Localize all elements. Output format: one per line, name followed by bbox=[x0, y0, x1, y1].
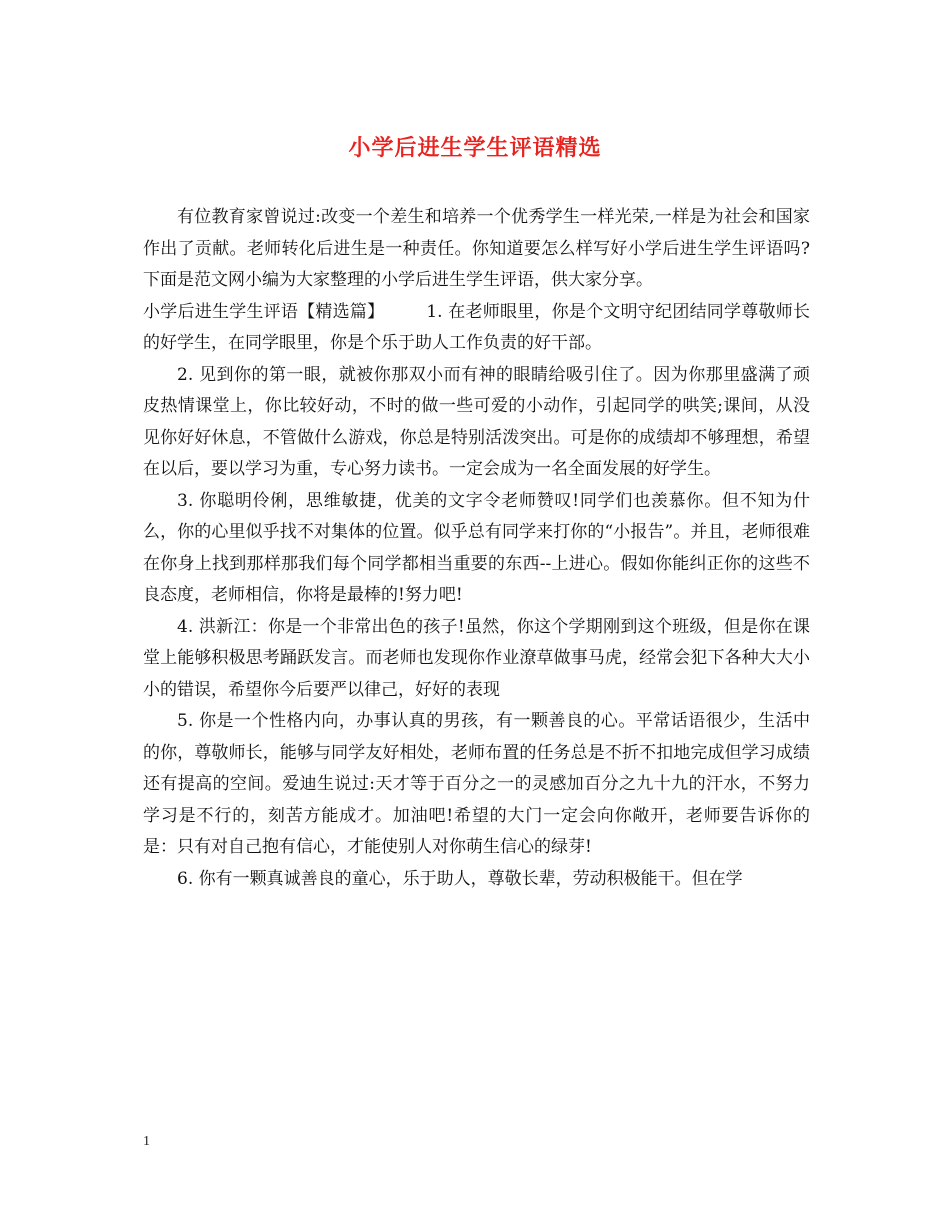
section-heading: 小学后进生学生评语【精选篇】 bbox=[143, 301, 385, 322]
comment-item-6: 6. 你有一颗真诚善良的童心，乐于助人，尊敬长辈，劳动积极能干。但在学 bbox=[177, 868, 743, 889]
comment-item-1: 1. 在老师眼里，你是个文明守纪团结同学尊敬师长的好学生，在同学眼里，你是个乐于助人工作负责的好干部。 bbox=[143, 301, 811, 353]
comment-item-4: 4. 洪新江：你是一个非常出色的孩子!虽然，你这个学期刚到这个班级，但是你在课堂上能够积极思考踊跃发言。而老师也发现你作业潦草做事马虎，经常会犯下各种大大小小的错误，希望你今后要严以律己，好好的表现 bbox=[143, 616, 810, 700]
section-heading-paragraph bbox=[143, 297, 810, 360]
page-number: 1 bbox=[143, 1134, 150, 1149]
comment-item-2: 2. 见到你的第一眼，就被你那双小而有神的眼睛给吸引住了。因为你那里盛满了顽皮热情课堂上，你比较好动，不时的做一些可爱的小动作，引起同学的哄笑;课间，从没见你好好休息，不管做什么游戏，你总是特别活泼突出。可是你的成绩却不够理想，希望在以后，要以学习为重，专心努力读书。一定会成为一名全面发展的好学生。 bbox=[143, 364, 810, 479]
comment-item-3: 3. 你聪明伶俐，思维敏捷，优美的文字令老师赞叹!同学们也羡慕你。但不知为什么，你的心里似乎找不对集体的位置。似乎总有同学来打你的“小报告”。并且，老师很难在你身上找到那样那我们每个同学都相当重要的东西--上进心。假如你能纠正你的这些不良态度，老师相信，你将是最棒的!努力吧! bbox=[143, 490, 810, 605]
document-title: 小学后进生学生评语精选 bbox=[348, 135, 602, 161]
comment-item-5: 5. 你是一个性格内向，办事认真的男孩，有一颗善良的心。平常话语很少，生活中的你，尊敬师长，能够与同学友好相处，老师布置的任务总是不折不扣地完成但学习成绩还有提高的空间。爱迪生说过:天才等于百分之一的灵感加百分之九十九的汗水，不努力学习是不行的，刻苦方能成才。加油吧!希望的大门一定会向你敞开，老师要告诉你的是：只有对自己抱有信心，才能使别人对你萌生信心的绿芽! bbox=[143, 711, 810, 857]
intro-paragraph: 有位教育家曾说过:改变一个差生和培养一个优秀学生一样光荣,一样是为社会和国家作出了贡献。老师转化后进生是一种责任。你知道要怎么样写好小学后进生学生评语吗?下面是范文网小编为大家整理的小学后进生学生评语，供大家分享。 bbox=[143, 207, 810, 290]
document-body bbox=[143, 202, 810, 895]
